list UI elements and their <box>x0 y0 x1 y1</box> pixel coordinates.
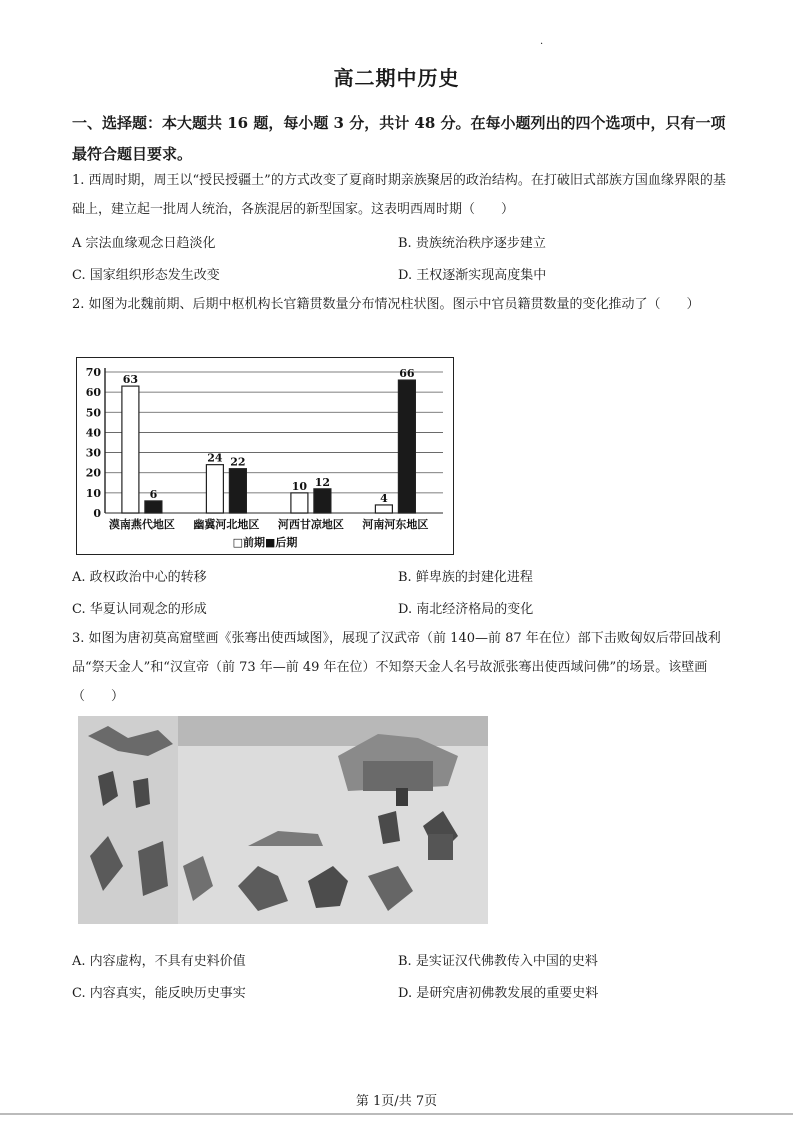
x-category-label: 河西甘凉地区 <box>277 518 344 531</box>
question-2-stem: 2. 如图为北魏前期、后期中枢机构长官籍贯数量分布情况柱状图。图示中官员籍贯数量的变化推动了（ ） <box>72 297 700 312</box>
x-category-label: 漠南燕代地区 <box>108 518 175 531</box>
page-footer: 第 1页/共 7页 <box>355 1094 438 1109</box>
q1-option-d[interactable]: D. 王权逐渐实现高度集中 <box>398 268 547 283</box>
y-tick-label: 30 <box>85 446 101 460</box>
y-tick-label: 40 <box>85 426 101 440</box>
bar-late <box>229 469 246 513</box>
q1-option-a[interactable]: A 宗法血缘观念日趋淡化 <box>72 236 216 251</box>
q1-option-b[interactable]: B. 贵族统治秩序逐步建立 <box>398 236 546 251</box>
data-label: 63 <box>122 373 139 387</box>
q2-option-c[interactable]: C. 华夏认同观念的形成 <box>72 602 207 617</box>
q3-option-d[interactable]: D. 是研究唐初佛教发展的重要史料 <box>398 986 599 1001</box>
data-label: 10 <box>291 479 308 493</box>
q1-option-c[interactable]: C. 国家组织形态发生改变 <box>72 268 220 283</box>
bar-late <box>145 501 162 513</box>
bar-late <box>398 380 415 513</box>
question-3-stem: 3. 如图为唐初莫高窟壁画《张骞出使西域图》，展现了汉武帝（前 140—前 87 年在位）部下击败匈奴后带回战利品“祭天金人”和“汉宣帝（前 73 年—前 49 年在位）不知祭天金人名号故派张骞出使西域问佛”的场景。该壁画（ ） <box>72 631 721 704</box>
bar-late <box>314 489 331 513</box>
chart-svg <box>77 358 453 554</box>
bar-early <box>206 465 223 513</box>
q3-option-c[interactable]: C. 内容真实，能反映历史事实 <box>72 986 246 1001</box>
data-label: 22 <box>230 455 246 469</box>
data-label: 24 <box>207 451 223 465</box>
mural-image <box>78 716 488 924</box>
bar-early <box>375 505 392 513</box>
y-tick-label: 0 <box>93 507 101 520</box>
y-tick-label: 70 <box>85 366 101 379</box>
bottom-rule <box>0 1113 793 1115</box>
data-label: 12 <box>314 475 331 489</box>
q2-option-b[interactable]: B. 鲜卑族的封建化进程 <box>398 570 533 585</box>
y-tick-label: 60 <box>85 386 101 400</box>
scan-mark: . <box>540 36 544 47</box>
q2-option-d[interactable]: D. 南北经济格局的变化 <box>398 602 534 617</box>
page-title: 高二期中历史 <box>333 66 460 90</box>
mural-illustration <box>78 716 488 924</box>
x-category-label: 幽冀河北地区 <box>193 518 260 531</box>
x-category-label: 河南河东地区 <box>362 518 429 531</box>
section-heading: 一、选择题：本大题共 16 题，每小题 3 分，共计 48 分。在每小题列出的四个选项中，只有一项最符合题目要求。 <box>72 114 726 163</box>
bar-early <box>291 493 308 513</box>
data-label: 4 <box>380 491 388 505</box>
bar-chart <box>76 357 454 555</box>
question-1-stem: 1. 西周时期，周王以“授民授疆土”的方式改变了夏商时期亲族聚居的政治结构。在打破旧式部族方国血缘界限的基础上，建立起一批周人统治，各族混居的新型国家。这表明西周时期（ ） <box>72 173 726 217</box>
chart-legend: □前期■后期 <box>232 536 298 549</box>
q3-option-a[interactable]: A. 内容虚构，不具有史料价值 <box>72 954 246 969</box>
y-tick-label: 10 <box>85 486 101 500</box>
y-tick-label: 20 <box>85 466 101 480</box>
data-label: 6 <box>149 487 158 501</box>
data-label: 66 <box>399 367 415 381</box>
bar-early <box>122 386 139 513</box>
q2-option-a[interactable]: A. 政权政治中心的转移 <box>72 570 207 585</box>
q3-option-b[interactable]: B. 是实证汉代佛教传入中国的史料 <box>398 954 598 969</box>
y-tick-label: 50 <box>85 406 101 420</box>
